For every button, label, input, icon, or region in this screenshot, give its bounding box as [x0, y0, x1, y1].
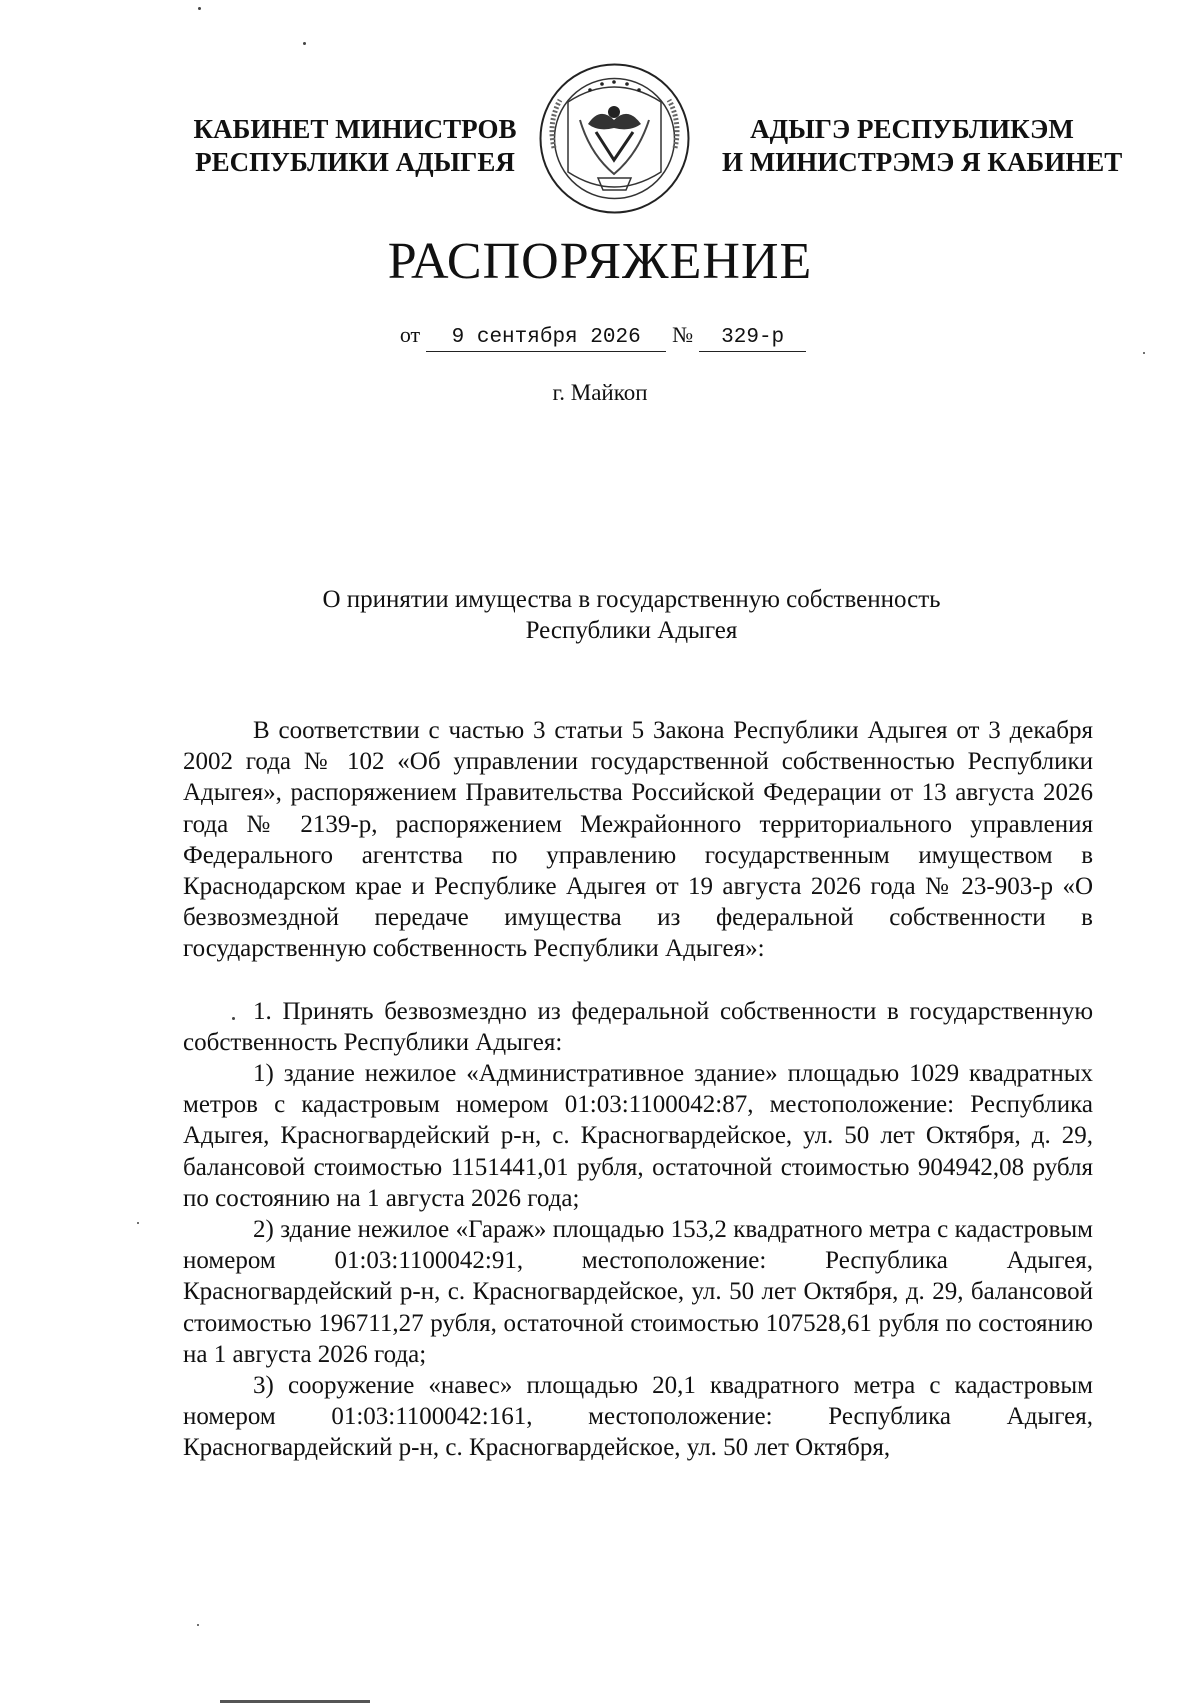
document-subject [0, 584, 1200, 646]
document-number: 329-р [699, 325, 806, 352]
header-left-line1: КАБИНЕТ МИНИСТРОВ [193, 114, 517, 144]
subject-line1: О принятии имущества в государственную собственность [322, 586, 941, 613]
header-right-line1: АДЫГЭ РЕСПУБЛИКЭМ [750, 114, 1074, 144]
scan-speck [197, 1624, 199, 1626]
scan-speck [137, 1222, 139, 1224]
header-left-line2: РЕСПУБЛИКИ АДЫГЕЯ [195, 147, 515, 177]
number-prefix: № [672, 322, 694, 347]
scan-speck [303, 42, 306, 45]
adygea-coat-of-arms-icon [538, 62, 691, 215]
registration-line [0, 320, 1200, 352]
document-date: 9 сентября 2026 [426, 325, 666, 352]
date-prefix: от [399, 322, 421, 347]
scan-edge-mark [220, 1700, 370, 1703]
document-body [183, 715, 1093, 1464]
header-right-line2: И МИНИСТРЭМЭ Я КАБИНЕТ [722, 147, 1123, 177]
scan-speck [232, 1017, 235, 1020]
item-1-paragraph: 1. Принять безвозмездно из федеральной собственности в государственную собственность Республики Адыгея: [183, 997, 1093, 1056]
preamble-paragraph: В соответствии с частью 3 статьи 5 Закона Республики Адыгея от 3 декабря 2002 года № 102 «Об управлении государственной собственностью Республики Адыгея», распоряжением Правительства Российской Федерации от 13 августа 2026 года № 2139-р, распоряжением Межрайонного территориального управления Федерального агентства по управлению государственным имуществом в Краснодарском крае и Республике Адыгея от 19 августа 2026 года № 23-903-р «О безвозмездной передаче имущества из федеральной собственности в государственную собственность Республики Адыгея»: [183, 717, 1093, 963]
city: г. Майкоп [552, 380, 648, 405]
subject-line2: Республики Адыгея [525, 617, 738, 644]
scan-speck [198, 7, 201, 10]
sub-item-1-paragraph: 1) здание нежилое «Административное здание» площадью 1029 квадратных метров с кадастровым номером 01:03:1100042:87, местоположение: Республика Адыгея, Красногвардейский р-н, с. Красногвардейское, ул. 50 лет Октября, д. 29, балансовой стоимостью 1151441,01 рубля, остаточной стоимостью 904942,08 рубля по состоянию на 1 августа 2026 года; [183, 1060, 1093, 1212]
sub-item-3-paragraph: 3) сооружение «навес» площадью 20,1 квадратного метра с кадастровым номером 01:03:1100042:161, местоположение: Республика Адыгея, Красногвардейский р-н, с. Красногвардейское, ул. 50 лет Октября, [183, 1372, 1093, 1462]
scan-speck [1143, 352, 1145, 354]
header-left [190, 113, 520, 179]
header-right [722, 113, 1123, 179]
document-type-title: РАСПОРЯЖЕНИЕ [387, 233, 813, 290]
sub-item-2-paragraph: 2) здание нежилое «Гараж» площадью 153,2 квадратного метра с кадастровым номером 01:03:1100042:91, местоположение: Республика Адыгея, Красногвардейский р-н, с. Красногвардейское, ул. 50 лет Октября, д. 29, балансовой стоимостью 196711,27 рубля, остаточной стоимостью 107528,61 рубля по состоянию на 1 августа 2026 года; [183, 1216, 1093, 1368]
